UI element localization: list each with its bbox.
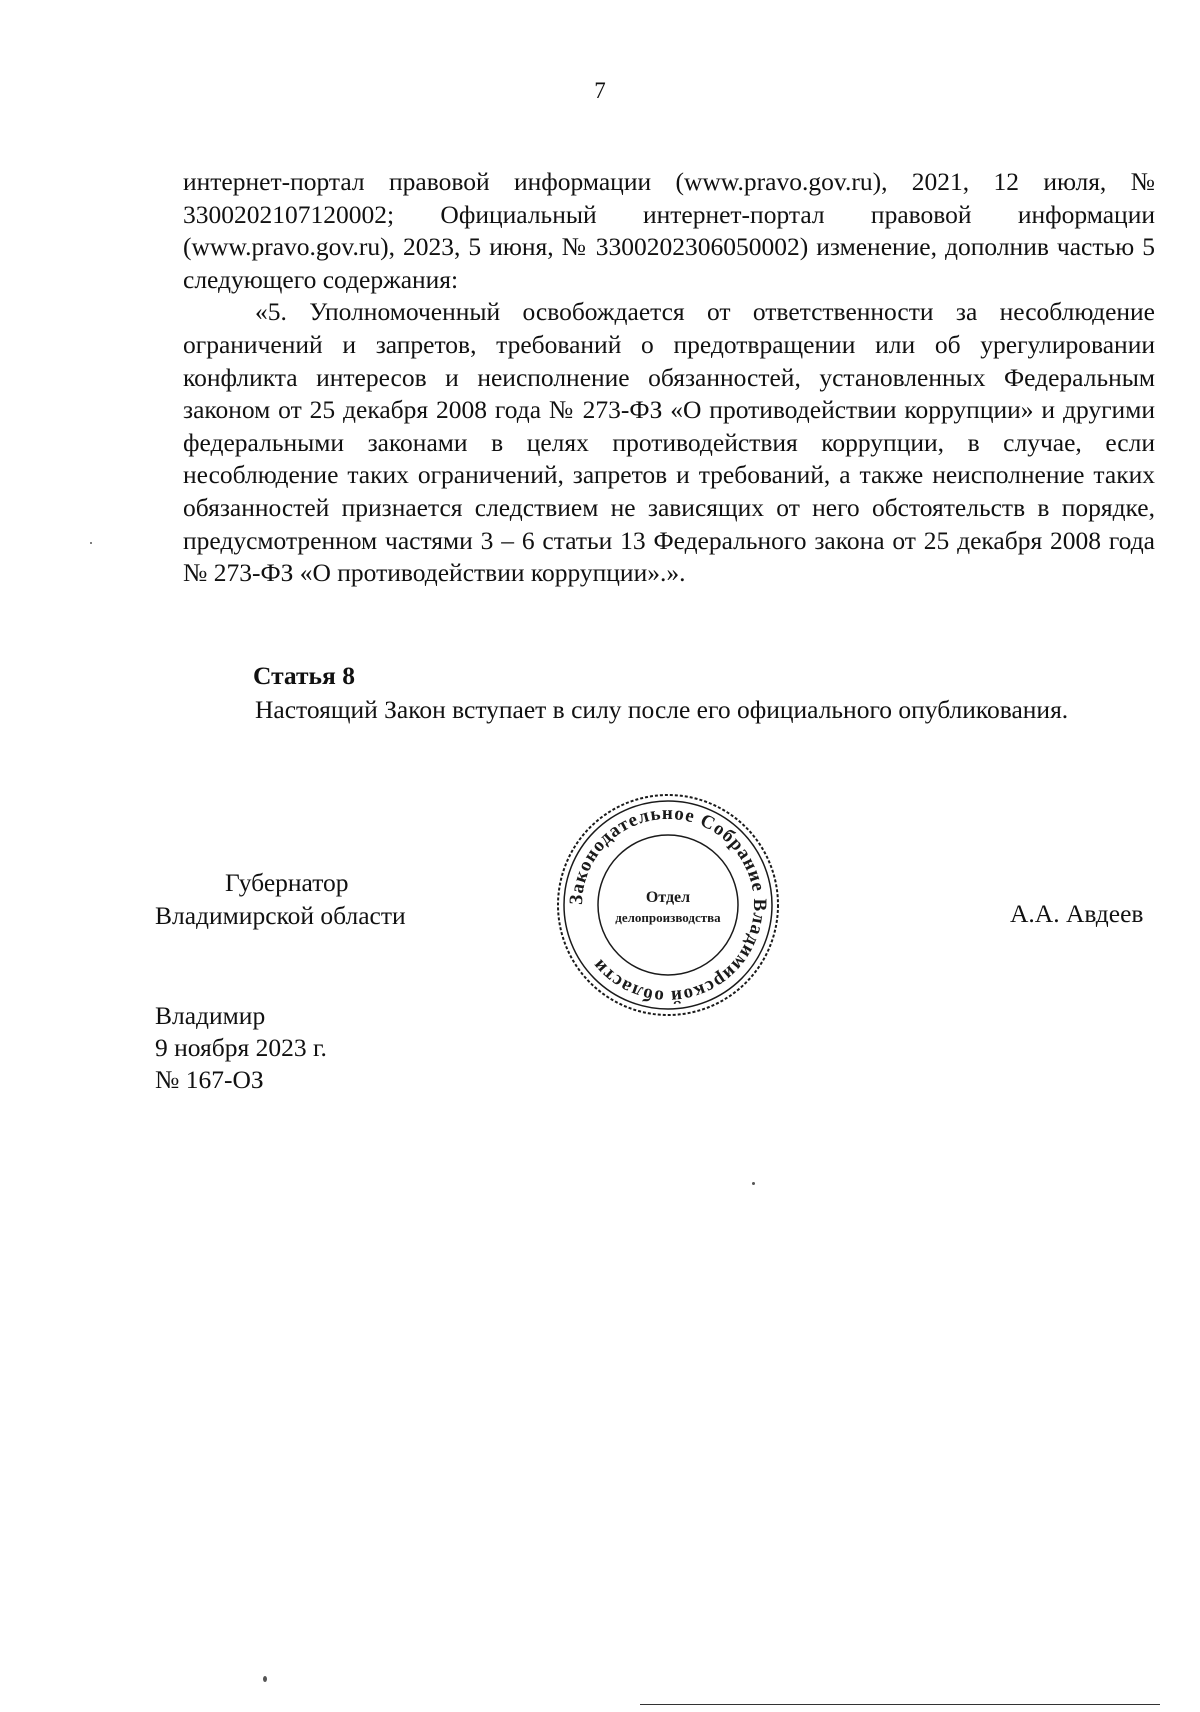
date: 9 ноября 2023 г.	[155, 1033, 327, 1062]
paragraph-part-5: «5. Уполномоченный освобождается от ответственности за несоблюдение ограничений и запретов, требований о предотвращении или об урегулировании конфликта интересов и неисполнение обязанностей, установленных Федеральным законом от 25 декабря 2008 года № 273-ФЗ «О противодействии коррупции» и другими федеральными законами в целях противодействия коррупции, в случае, если несоблюдение таких ограничений, запретов и требований, а также неисполнение таких обязанностей признается следствием не зависящих от него обстоятельств в порядке, предусмотренном частями 3 – 6 статьи 13 Федерального закона от 25 декабря 2008 года № 273-ФЗ «О противодействии коррупции».».	[183, 297, 1155, 588]
seal-center-line1: Отдел	[645, 889, 691, 906]
page-number: 7	[594, 78, 606, 103]
article-text: Настоящий Закон вступает в силу после его официального опубликования.	[255, 695, 1069, 724]
scan-edge-line	[640, 1704, 1160, 1705]
official-seal	[553, 790, 783, 1020]
seal-outer-text: Законодательное Собрание Владимирской области	[565, 802, 771, 1008]
place-date-number	[155, 1000, 327, 1096]
signature-title-line1: Губернатор	[225, 868, 349, 897]
city: Владимир	[155, 1001, 266, 1030]
scan-speck	[263, 1676, 267, 1682]
article-heading: Статья 8	[253, 661, 355, 690]
scan-speck	[90, 542, 92, 544]
signature-title	[155, 866, 455, 932]
signatory-name: А.А. Авдеев	[1010, 899, 1144, 928]
signature-title-line2: Владимирской области	[155, 901, 406, 930]
seal-center-line2: делопроизводства	[615, 910, 721, 925]
paragraph-continued: интернет-портал правовой информации (www.pravo.gov.ru), 2021, 12 июля, № 3300202107120002; Официальный интернет-портал правовой информации (www.pravo.gov.ru), 2023, 5 июня, № 3300202306050002) изменение, дополнив частью 5 следующего содержания:	[183, 167, 1155, 294]
law-number: № 167-ОЗ	[155, 1065, 264, 1094]
scan-speck	[752, 1182, 755, 1185]
document-body	[183, 166, 1155, 590]
